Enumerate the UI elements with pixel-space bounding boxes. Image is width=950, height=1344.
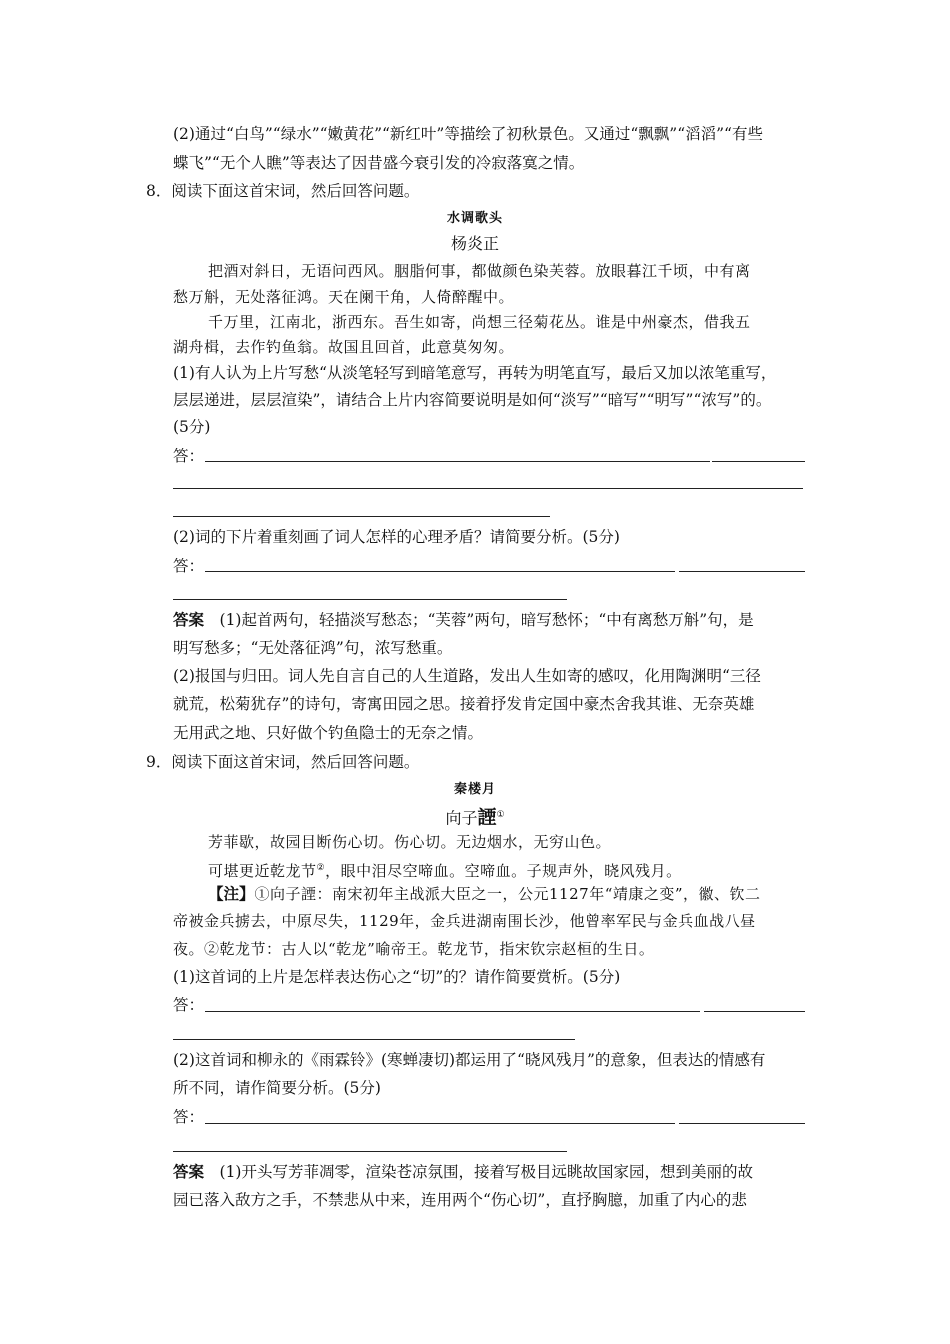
q8-question-1: (1)有人认为上片写愁“从淡笔轻写到暗笔意写，再转为明笔直写，最后又加以浓笔重写， [173, 364, 777, 382]
q8-answer-2: 无用武之地、只好做个钓鱼隐士的无奈之情。 [173, 724, 484, 742]
q8-poem-line: 把酒对斜日，无语问西风。胭脂何事，都做颜色染芙蓉。放眼暮江千顷，中有离 [208, 262, 751, 280]
answer-prefix: 答： [173, 557, 205, 575]
answer-text: (1)起首两句，轻描淡写愁态；“芙蓉”两句，暗写愁怀；“中有离愁万斛”句，是 [219, 611, 754, 629]
author-name-char: 諲 [477, 806, 497, 829]
q8-poem-line: 愁万斛，无处落征鸿。天在阑干角，人倚醉醒中。 [173, 288, 515, 306]
q8-poem-author: 杨炎正 [450, 234, 499, 253]
author-name: 向子 [445, 808, 478, 828]
answer-text: (1)开头写芳菲凋零，渲染苍凉氛围，接着写极目远眺故国家园，想到美丽的故 [219, 1163, 753, 1181]
answer-blank [173, 1039, 575, 1040]
q8-answer-1 [173, 610, 754, 630]
q8-poem-line: 湖舟楫，去作钓鱼翁。故国且回首，此意莫匆匆。 [173, 338, 515, 356]
q8-answer-2: 就荒，松菊犹存”的诗句，寄寓田园之思。接着抒发肯定国中豪杰舍我其谁、无奈英雄 [173, 695, 755, 713]
q9-intro: 9．阅读下面这首宋词，然后回答问题。 [146, 753, 420, 771]
answer-prefix: 答： [173, 996, 205, 1014]
q8-poem-title: 水调歌头 [446, 211, 503, 226]
prev-answer-line: 蝶飞”“无个人瞧”等表达了因昔盛今衰引发的冷寂落寞之情。 [173, 154, 585, 172]
q8-question-1: (5分) [173, 418, 211, 436]
q9-question-2: 所不同，请作简要分析。(5分) [173, 1079, 381, 1097]
answer-blank [173, 599, 567, 600]
answer-blank [173, 488, 803, 489]
q9-note: 夜。②乾龙节：古人以“乾龙”喻帝王。乾龙节，指宋钦宗赵桓的生日。 [173, 940, 655, 958]
answer-prefix: 答： [173, 1108, 205, 1126]
answer-blank [679, 1123, 805, 1124]
q8-question-1: 层层递进，层层渲染”，请结合上片内容简要说明是如何“淡写”“暗写”“明写”“浓写”的。 [173, 391, 772, 409]
answer-blank [205, 1011, 700, 1012]
q8-answer-2: (2)报国与归田。词人先自言自己的人生道路，发出人生如寄的感叹，化用陶渊明“三径 [173, 667, 761, 685]
q9-question-2: (2)这首词和柳永的《雨霖铃》(寒蝉凄切)都运用了“晓风残月”的意象，但表达的情感有 [173, 1051, 766, 1069]
q9-poem-author [0, 805, 950, 828]
answer-blank [205, 1123, 675, 1124]
answer-label: 答案 [173, 610, 205, 629]
answer-blank [679, 571, 805, 572]
poem-text: ，眼中泪尽空啼血。空啼血。子规声外，晓风残月。 [325, 862, 682, 880]
q9-answer-1: 园已落入敌方之手，不禁悲从中来，连用两个“伤心切”，直抒胸臆，加重了内心的悲 [173, 1191, 747, 1209]
q9-note: 帝被金兵掳去，中原尽失，1129年，金兵进湖南围长沙，他曾率军民与金兵血战八昼 [173, 912, 756, 930]
answer-blank [205, 571, 675, 572]
q9-question-1: (1)这首词的上片是怎样表达伤心之“切”的？请作简要赏析。(5分) [173, 968, 621, 986]
answer-prefix: 答： [173, 447, 205, 465]
answer-blank [712, 461, 805, 462]
q9-note [208, 884, 761, 904]
q9-answer-1 [173, 1162, 753, 1182]
answer-blank [704, 1011, 805, 1012]
q8-question-2: (2)词的下片着重刻画了词人怎样的心理矛盾？请简要分析。(5分) [173, 528, 620, 546]
prev-answer-line: (2)通过“白鸟”“绿水”“嫩黄花”“新红叶”等描绘了初秋景色。又通过“飘飘”“滔滔”“有些 [173, 125, 763, 143]
footnote-mark: ② [316, 863, 326, 873]
note-label: 【注】 [208, 884, 255, 903]
q9-poem-line: 芳菲歇，故园目断伤心切。伤心切。无边烟水，无穷山色。 [208, 833, 612, 851]
q9-poem-title: 秦楼月 [453, 782, 496, 797]
answer-blank [205, 461, 710, 462]
q8-intro: 8．阅读下面这首宋词，然后回答问题。 [146, 182, 420, 200]
footnote-mark: ① [496, 810, 505, 820]
q8-poem-line: 千万里，江南北，浙西东。吾生如寄，尚想三径菊花丛。谁是中州豪杰，借我五 [208, 313, 751, 331]
answer-blank [173, 1151, 567, 1152]
poem-text: 可堪更近乾龙节 [208, 862, 317, 880]
q9-poem-line [208, 858, 682, 881]
answer-label: 答案 [173, 1162, 205, 1181]
q8-answer-1: 明写愁多；“无处落征鸿”句，浓写愁重。 [173, 639, 453, 657]
answer-blank [173, 516, 550, 517]
note-text: ①向子諲：南宋初年主战派大臣之一，公元1127年“靖康之变”，徽、钦二 [254, 885, 761, 903]
